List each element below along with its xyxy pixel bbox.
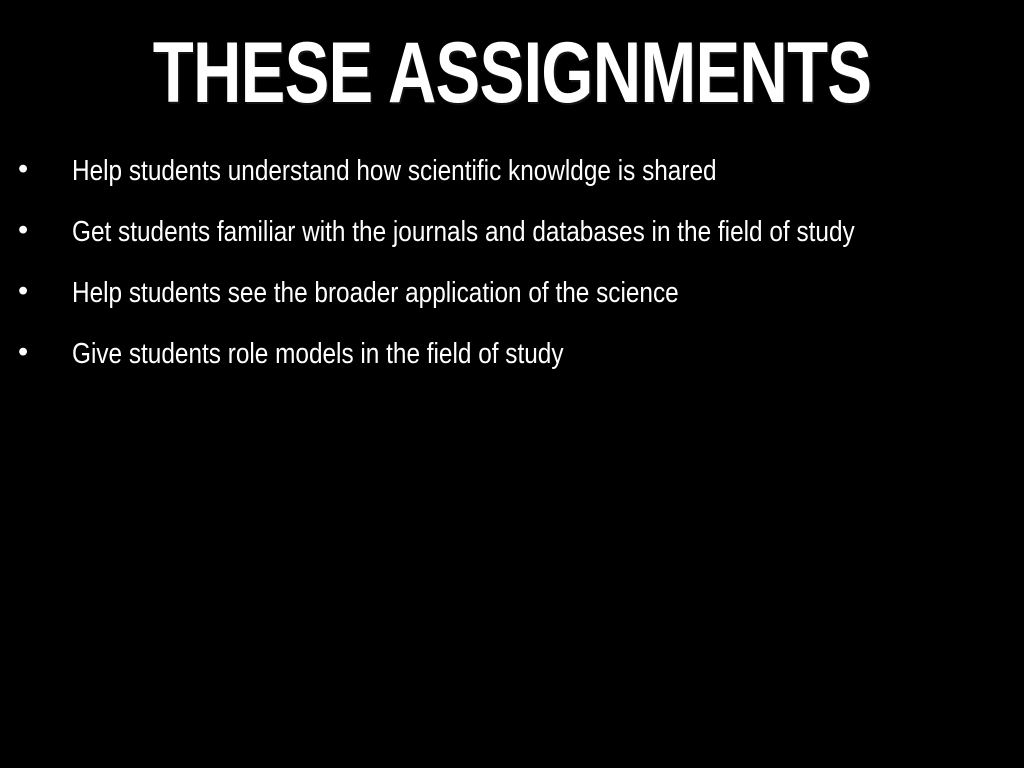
list-item [0,336,1024,370]
list-item [0,275,1024,309]
bullet-marker: • [18,336,29,368]
bullet-text: Give students role models in the field of study [72,338,564,370]
list-item [0,214,1024,248]
bullet-text: Get students familiar with the journals and databases in the field of study [72,216,855,248]
bullet-list [0,153,1024,370]
bullet-text: Help students see the broader application of the science [72,277,679,309]
bullet-text: Help students understand how scientific knowldge is shared [72,155,717,187]
bullet-marker: • [18,275,29,307]
bullet-marker: • [18,153,29,185]
bullet-marker: • [18,214,29,246]
list-item [0,153,1024,187]
slide-title: THESE ASSIGNMENTS [152,25,872,121]
